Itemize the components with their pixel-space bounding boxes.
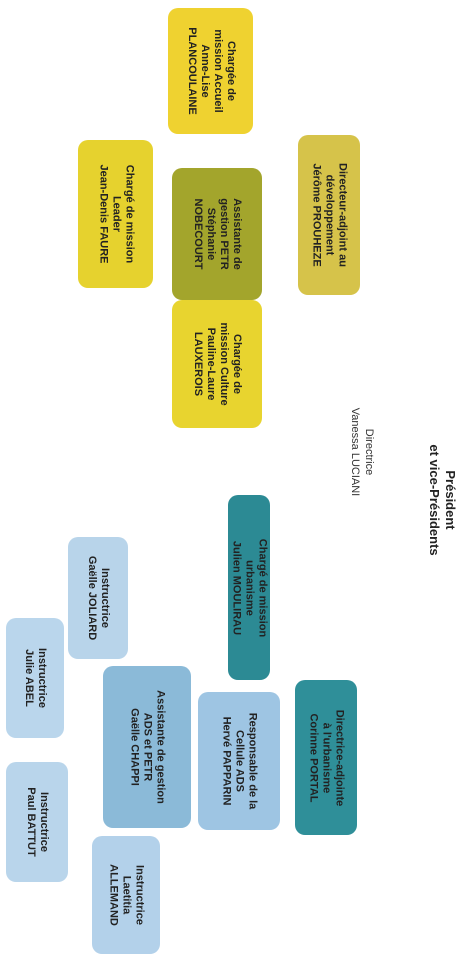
node-label: Instructrice Laetitia ALLEMAND xyxy=(107,864,146,926)
node-ads-petr xyxy=(103,666,191,828)
node-allemand xyxy=(92,836,160,954)
node-urbanisme-dir xyxy=(295,680,357,835)
node-culture xyxy=(172,300,262,428)
node-petr xyxy=(172,168,262,300)
node-label: Responsable de la Cellule ADS Hervé PAPPARIN xyxy=(220,712,259,810)
node-label: Instructrice Julie ABEL xyxy=(23,648,48,708)
node-dev xyxy=(298,135,360,295)
node-abel xyxy=(6,618,64,738)
node-label: Chargée de mission Culture Pauline-Laure LAUXEROIS xyxy=(192,322,243,406)
director-label: Directrice Vanessa LUCIANI xyxy=(349,407,375,497)
node-label: Directrice-adjointe à l'urbanisme Corinne PORTAL xyxy=(307,709,346,806)
node-label: Chargé de mission urbanisme Julien MOULIRAU xyxy=(230,538,269,637)
node-ads xyxy=(198,692,280,830)
node-label: Chargée de mission Accueil Anne-Lise PLANCOULAINE xyxy=(185,27,237,115)
node-label: Directeur-adjoint au développement Jérôme PROUHEZE xyxy=(310,163,349,267)
node-label: Chargé de mission Leader Jean-Denis FAURE xyxy=(97,164,135,264)
presidents-label: Président et vice-Présidents xyxy=(427,444,458,556)
node-battut xyxy=(6,762,68,882)
node-label: Assistante de gestion PETR Stéphanie NOBECOURT xyxy=(192,198,243,270)
node-label: Assistante de gestion ADS et PETR Gaëlle CHAPPI xyxy=(128,690,167,804)
node-label: Instructrice Paul BATTUT xyxy=(25,787,50,857)
node-leader xyxy=(78,140,153,288)
node-accueil xyxy=(168,8,253,134)
node-jolliard xyxy=(68,537,128,659)
node-label: Instructrice Gaëlle JOLIARD xyxy=(86,555,111,641)
node-urbanisme-mission xyxy=(228,495,270,680)
